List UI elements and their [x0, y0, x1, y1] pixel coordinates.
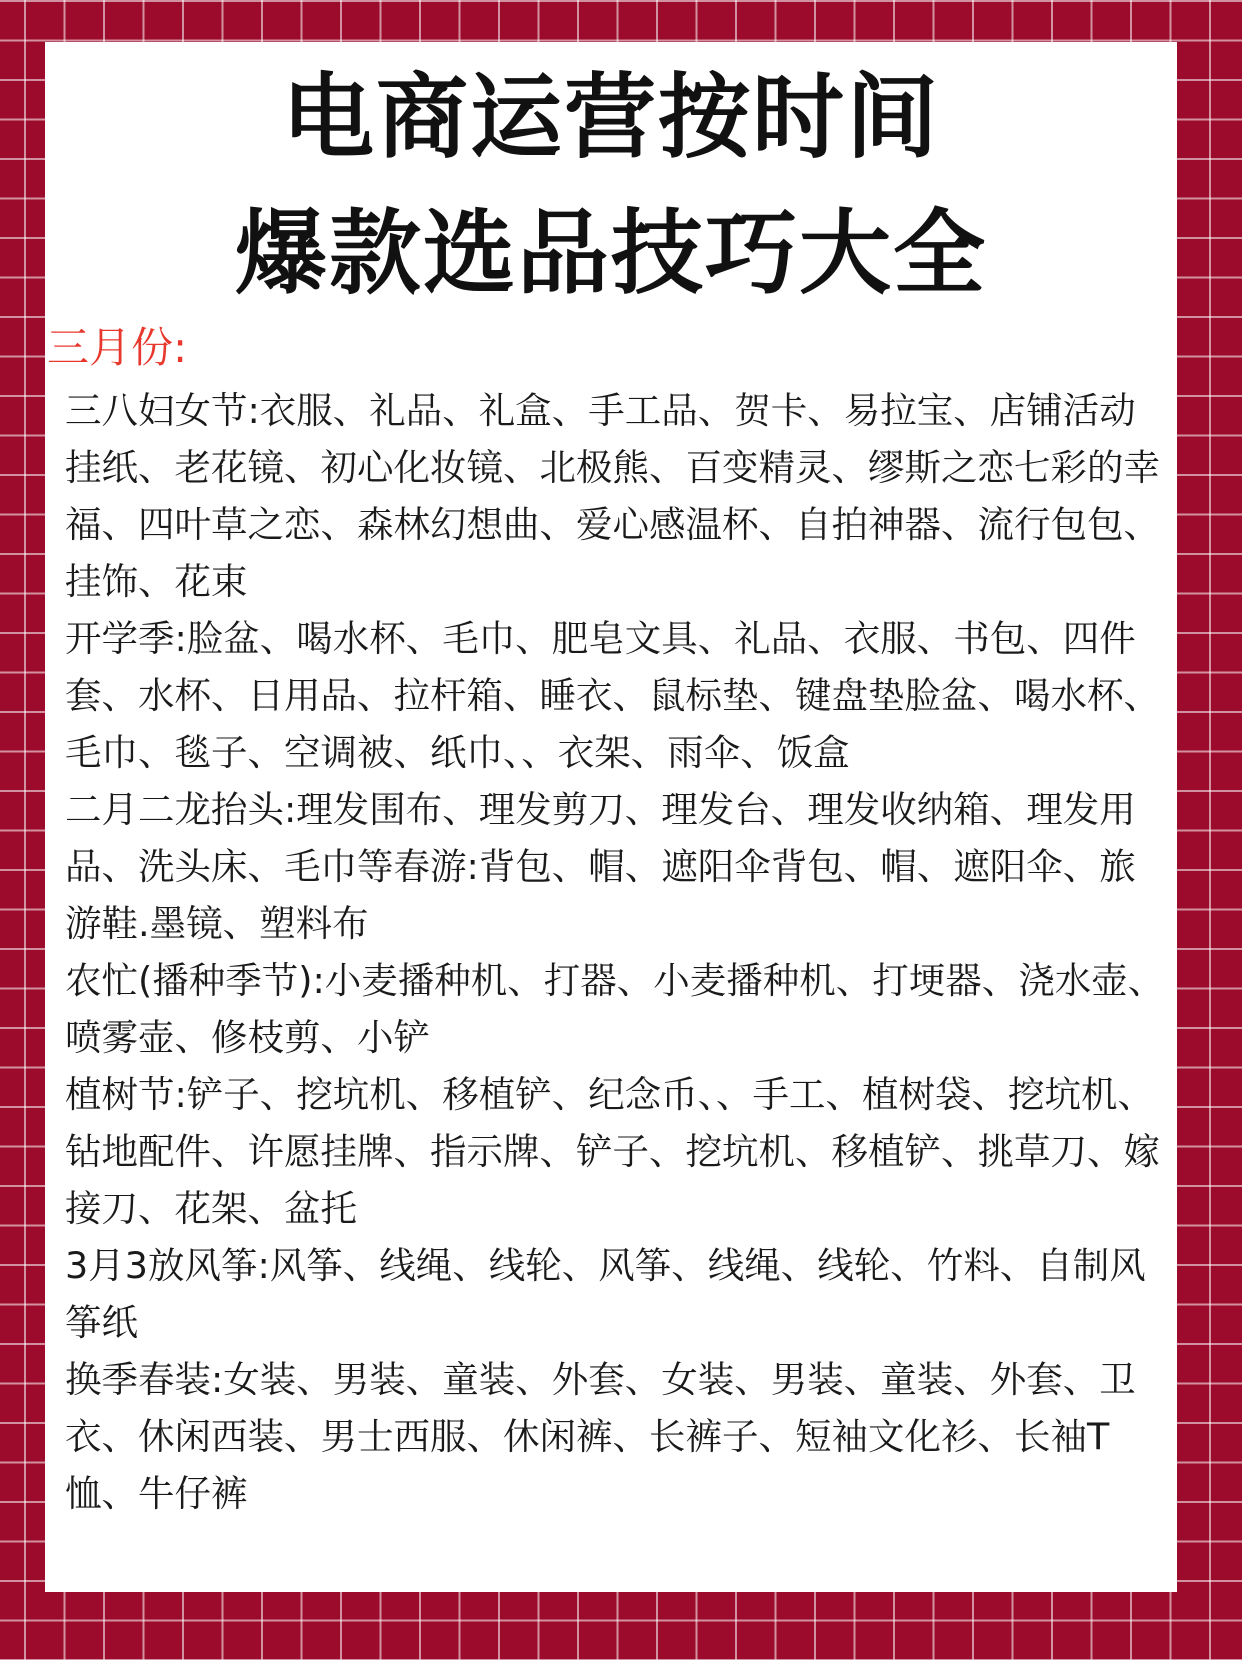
list-item-womens-day: 三八妇女节:衣服、礼品、礼盒、手工品、贺卡、易拉宝、店铺活动挂纸、老花镜、初心化妆镜、北极熊、百变精灵、缪斯之恋七彩的幸福、四叶草之恋、森林幻想曲、爱心感温杯、自拍神器、流行包包、挂饰、花束 — [65, 389, 1160, 603]
list-item-arbor-day: 植树节:铲子、挖坑机、移植铲、纪念币、、手工、植树袋、挖坑机、钻地配件、许愿挂牌、指示牌、铲子、挖坑机、移植铲、挑草刀、嫁接刀、花架、盆托 — [65, 1073, 1160, 1230]
month-heading: 三月份: — [47, 323, 188, 372]
list-item-spring-clothing: 换季春装:女装、男装、童装、外套、女装、男装、童装、外套、卫衣、休闲西装、男士西服、休闲裤、长裤子、短袖文化衫、长袖T恤、牛仔裤 — [65, 1358, 1136, 1515]
list-item-farming: 农忙(播种季节):小麦播种机、打器、小麦播种机、打埂器、浇水壶、喷雾壶、修枝剪、小铲 — [65, 959, 1165, 1059]
list-item-back-to-school: 开学季:脸盆、喝水杯、毛巾、肥皂文具、礼品、衣服、书包、四件套、水杯、日用品、拉杆箱、睡衣、鼠标垫、键盘垫脸盆、喝水杯、毛巾、毯子、空调被、纸巾、、衣架、雨伞、饭盒 — [65, 617, 1160, 774]
list-item-kite: 3月3放风筝:风筝、线绳、线轮、风筝、线绳、线轮、竹料、自制风筝纸 — [65, 1244, 1146, 1344]
page-title — [45, 42, 1177, 322]
product-list — [65, 382, 1167, 1522]
title-line-1: 电商运营按时间 — [281, 64, 940, 171]
content-card — [45, 42, 1177, 1592]
title-line-2: 爆款选品技巧大全 — [234, 200, 987, 307]
list-item-dragon-head: 二月二龙抬头:理发围布、理发剪刀、理发台、理发收纳箱、理发用品、洗头床、毛巾等春游:背包、帽、遮阳伞背包、帽、遮阳伞、旅游鞋.墨镜、塑料布 — [65, 788, 1136, 945]
